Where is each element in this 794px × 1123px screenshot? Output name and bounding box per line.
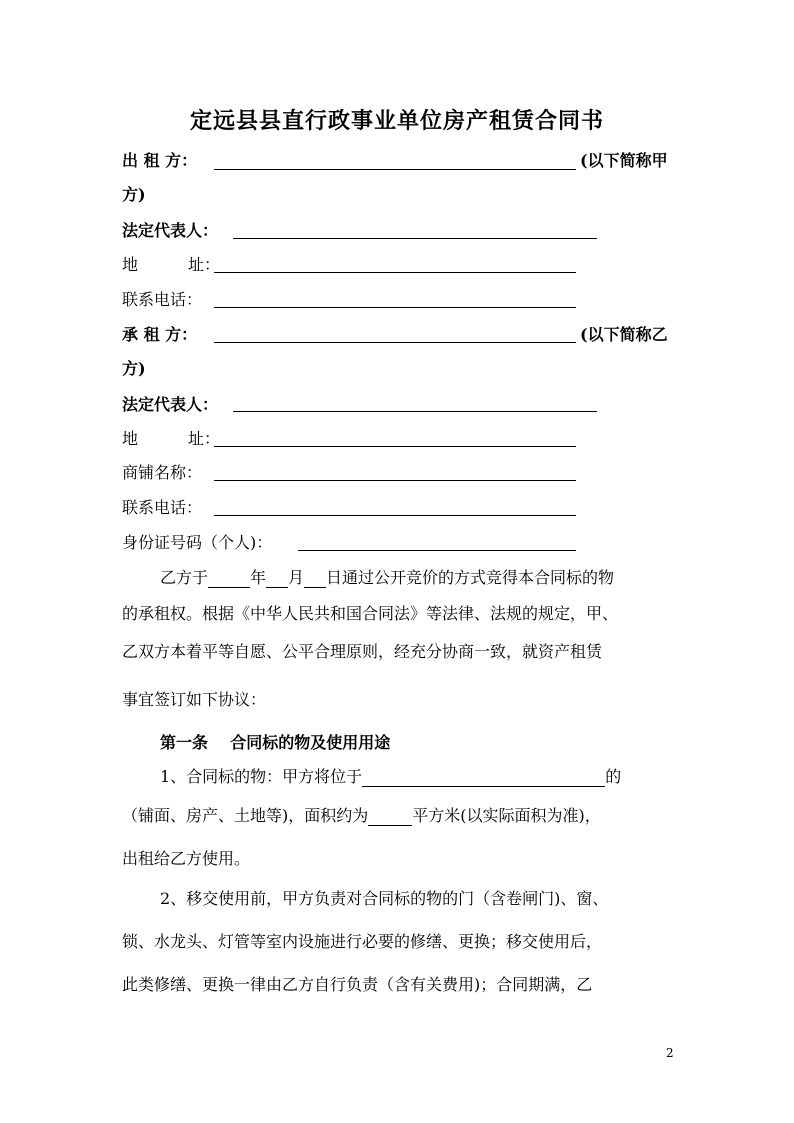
lessor-short-name: (以下简称甲 bbox=[580, 151, 668, 170]
lessor-phone-field[interactable] bbox=[214, 307, 576, 308]
intro-year-blank[interactable] bbox=[208, 571, 250, 588]
lessee-short-name-wrap: 方) bbox=[122, 359, 146, 378]
lessee-id-field[interactable] bbox=[298, 550, 576, 551]
lessee-label: 承 租 方： bbox=[122, 325, 198, 344]
intro-line-1: 乙方于 年 月 日通过公开竞价的方式竞得本合同标的物 bbox=[160, 568, 615, 587]
lessee-address-label: 地 址： bbox=[122, 429, 221, 448]
article-1-item-2-line-1: 2、移交使用前，甲方负责对合同标的物的门（含卷闸门)、窗、 bbox=[160, 889, 609, 908]
lessor-short-name-wrap: 方) bbox=[122, 185, 146, 204]
lessee-rep-label: 法定代表人： bbox=[122, 395, 219, 414]
lessor-rep-field[interactable] bbox=[233, 238, 597, 239]
lessor-label: 出 租 方： bbox=[122, 151, 198, 170]
article-1-heading: 第一条 合同标的物及使用用途 bbox=[160, 733, 391, 752]
lessor-address-label: 地 址： bbox=[122, 255, 221, 274]
lessee-rep-field[interactable] bbox=[233, 411, 597, 412]
article-1-item-1-line-2: （铺面、房产、土地等)，面积约为 平方米(以实际面积为准)， bbox=[122, 806, 601, 825]
intro-line-3: 乙双方本着平等自愿、公平合理原则，经充分协商一致，就资产租赁 bbox=[122, 642, 603, 661]
article-1-item-1-line-1: 1、合同标的物：甲方将位于 的 bbox=[160, 767, 622, 786]
article-1-item-2-line-2: 锁、水龙头、灯管等室内设施进行必要的修缮、更换；移交使用后， bbox=[122, 932, 603, 951]
area-blank[interactable] bbox=[368, 809, 412, 826]
lessee-shop-field[interactable] bbox=[214, 480, 576, 481]
lessee-short-name: (以下简称乙 bbox=[580, 325, 668, 344]
intro-month-blank[interactable] bbox=[266, 571, 288, 588]
intro-line-2: 的承租权。根据《中华人民共和国合同法》等法律、法规的规定，甲、 bbox=[122, 604, 619, 623]
lessor-phone-label: 联系电话： bbox=[122, 290, 203, 309]
page-title: 定远县县直行政事业单位房产租赁合同书 bbox=[189, 108, 604, 134]
lessor-address-field[interactable] bbox=[214, 272, 576, 273]
lessee-address-field[interactable] bbox=[214, 446, 576, 447]
article-1-item-1-line-3: 出租给乙方使用。 bbox=[122, 849, 251, 868]
lessee-id-label: 身份证号码（个人)： bbox=[122, 533, 273, 552]
page-number: 2 bbox=[666, 1046, 674, 1060]
lessee-phone-field[interactable] bbox=[214, 515, 576, 516]
location-blank[interactable] bbox=[362, 770, 605, 787]
article-1-item-2-line-3: 此类修缮、更换一律由乙方自行负责（含有关费用)；合同期满，乙 bbox=[122, 975, 593, 994]
lessor-name-field[interactable] bbox=[214, 169, 576, 170]
lessee-phone-label: 联系电话： bbox=[122, 498, 203, 517]
intro-day-blank[interactable] bbox=[304, 571, 326, 588]
intro-line-4: 事宜签订如下协议： bbox=[122, 690, 267, 709]
lessee-name-field[interactable] bbox=[214, 342, 576, 343]
lessee-shop-label: 商铺名称： bbox=[122, 463, 203, 482]
lessor-rep-label: 法定代表人： bbox=[122, 221, 219, 240]
